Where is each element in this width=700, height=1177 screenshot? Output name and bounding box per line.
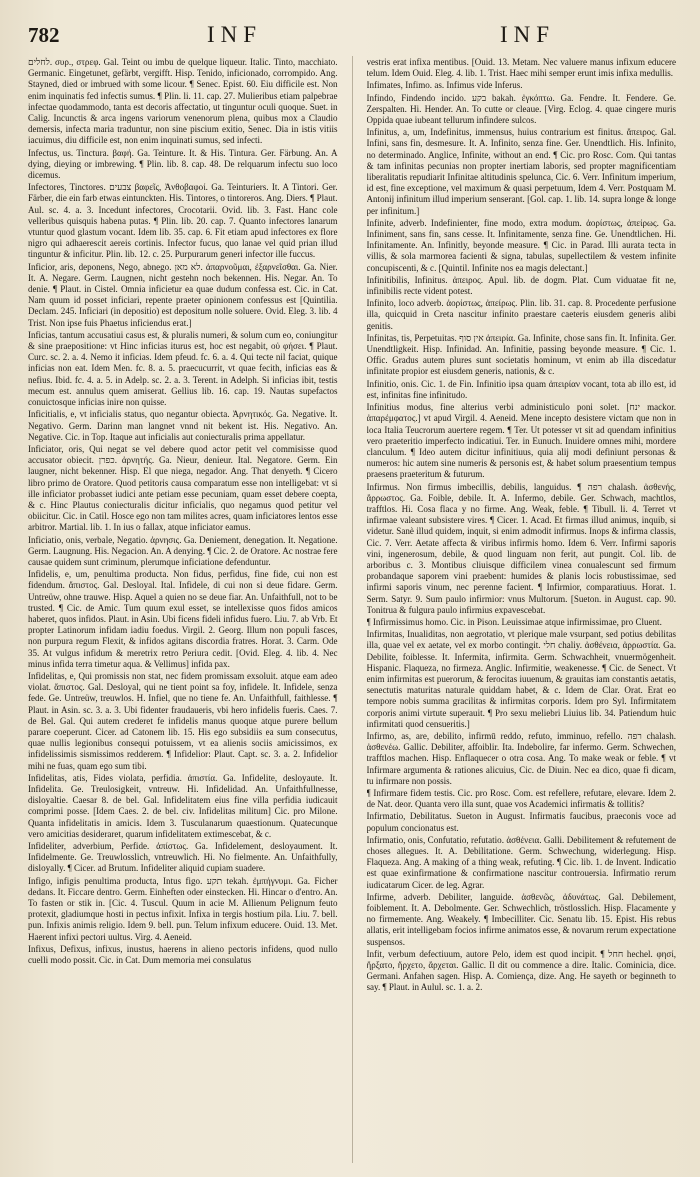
dictionary-entry: Inficior, aris, deponens, Nego, abnego. לא מאן. ἀπαρνοῦμαι, ἐξαρνεῖσθαι. Ga. Nier. It. A. Negare. Germ. Laugnen, nicht gestehn noch bekennen. His. Negar. An. To denie. ¶ Plaut. in Cistel. Omnia inficietur ea quae dudum confessa est. Cic. in Cat. Nam quum id posset inficiari, repente praeter opinionem confessus est [Quintilia. Declam. 245. Inficiari (in depositio) est depositum nolle soluere. Ovid. Eleg. 3. lib. 4 Trist. Non ipse fuis Phaetus inficiendus erat.]: [28, 261, 338, 328]
dictionary-entry: Infit, verbum defectiuum, autore Pelo, idem est quod incipit. ¶ חחל hechel. φησί, ἤρξατο, ἤρχετο, ἄρχεται. Gallic. Il dit ou commence a dire. Italic. Cominicia, dice. Germani. Anfahen sagen. Hisp. A. Comiença, dize. Ang. He sayeth or beginneth to say. ¶ Plaut. in Aulul. sc. 1. a. 2.: [366, 948, 676, 993]
dictionary-entry: Infirmo, as, are, debilito, infirmū reddo, refuto, imminuo, refello. רפה chalash. ἀσθενέω. Gallic. Debiliter, affoiblir. Ita. Indebolire, far infermo. Germ. Schwechen, trafftlos machen. Hisp. Enflaquecer o otra cosa. Ang. To make weak or feble. ¶ vt Infirmare argumenta & rationes alicuius, Cic. de Diuin. Nec ea dico, quae fi dicam, tu infirmare non possis.: [366, 730, 676, 786]
dictionary-entry: Infindo, Findendo incido. בקע bakah. ἐγκόπτω. Ga. Fendre. It. Fendere. Ge. Zerspalten. Hi. Hender. An. To cutte or cleaue. [Virg. Eclog. 4. quae cingere muris Oppida quae iubeant tellurum infindere sulcos.: [366, 92, 676, 126]
dictionary-entry: Infectus, us. Tinctura. βαφή. Ga. Teinture. It. & His. Tintura. Ger. Färbung. An. A dying, dieying or imbrewing. ¶ Plin. lib. 8. cap. 48. De relquarum infectu suo loco dicemus.: [28, 147, 338, 181]
dictionary-entry: vestris erat infixa mentibus. [Ouid. 13. Metam. Nec valuere manus infixum educere telum. Idem Ouid. Eleg. 4. lib. 1. Trist. Haec mihi semper erunt imis infixa medullis.: [366, 57, 676, 79]
dictionary-entry: Infinitibilis, Infinitus. ἀπειρος. Apul. lib. de dogm. Plat. Cum viduatae fit ne, infinibilis recte vident potest.: [366, 274, 676, 297]
dictionary-entry: Infixus, Defixus, infixus, inustus, haerens in alieno pectoris infidens, quod nullo cuelli modo possit. Cic. in Cat. Dum memoria mei consulatus: [28, 943, 338, 966]
dictionary-entry: Infirmatio, onis, Confutatio, refutatio. ἀσθένεια. Galli. Debilitement & refutement de choses allegues. It. A. Debilitatione. Germ. Schwechung, widerlegung. Hisp. Flaqueza. Ang. A making of a thing weak, refuting. ¶ Cic. lib. 1. de Invent. Indicatio est quae exinfirmatione & confirmatione nascitur controuersia. Infirmatio rerum iudicatarum Cicer. de leg. Agrar.: [366, 834, 676, 890]
dictionary-entry: Inficiator, oris, Qui negat se vel debere quod actor petit vel commisisse quod accusator obiecit. כפרן. ἀρνητής. Ga. Nieur, denieur. Ital. Negatore. Germ. Ein laugner, nicht bekenner. Hisp. El que niega, negador. Ang. That denyeth. ¶ Cicero libro primo de Oratore. Quod petitoris causa comparatum esse non intelligebat: vt si ille inficiator probasset iudici ante petiam esse pecuniam, quam esset debere coepta, & c. Hinc Plautus coniecturalis dicitur inficialis, quo negamus quod petitur vel obiicitur. Cic. in Catil. Hosce ego non tam milites acres, quam inficiatores lentos esse arbitror. Martial. lib. 1. In ius o fallax, atque inficiator eamus.: [28, 443, 338, 533]
dictionary-entry: Infinitas, tis, Perpetuitas. אין סוף ἀπειρία. Ga. Infinite, chose sans fin. It. Infinita. Ger. Unendtligkeit. Hisp. Infinidad. An. Infinitie, passing beyonde measure. ¶ Cic. 1. Offic. Gradus autem plures sunt societatis hominum, vt enim ab illa discedatur infinitate propior est eiusdem generis, nationis, & c.: [366, 332, 676, 377]
dictionary-entry: Infidelitas, atis, Fides violata, perfidia. ἀπιστία. Ga. Infidelite, desloyaute. It. Infidelita. Ge. Treulosigkeit, vntreuw. Hi. Infidelidad. An. Unfaithfullnesse, disloyaltie. Caesar 8. de bel. Gal. Infidelitatem eius fine villa perfidia iudicauit comprimi posse. [Idem Caes. 2. de bel. civ. Infidelitas militum] Cic. pro Milone. Quanta infidelitatis in amicis. Idem 3. Tusculanarum quaestionum. Quatecunque vero amicitias desideraret, quarum infidelitatem extimescebat, & c.: [28, 772, 338, 839]
dictionary-entry: Infideliter, adverbium, Perfide. ἀπίστως. Ga. Infidelement, desloyaument. It. Infidelmente. Ge. Treuwlosslich, vntreuwlich. Hi. No fielmente. An. Unfaithfully, disloyally. ¶ Cicer. ad Brutum. Infideliter aliquid cupiam suadere.: [28, 841, 338, 874]
dictionary-entry: Inficitialis, e, vt inficialis status, quo negantur obiecta. Ἀρνητικός. Ga. Negative. It. Negativo. Germ. Darinn man langnet vnnd nit bekent ist. His. Negativo. An. Negative. Cic. in Top. Itaque aut inficialis aut coniecturalis prima appellatur.: [28, 409, 338, 442]
dictionary-entry: Infinito, loco adverb. ἀορίστως, ἀπείρως. Plin. lib. 31. cap. 8. Procedente perfusione illa, quicquid in Creta nascitur infinito praestare caeteris eiusdem generis alibi genitis.: [366, 298, 676, 331]
dictionary-entry: Infectores, Tinctores. צבעים βαφεῖς, Ἀνθοβαφοί. Ga. Teinturiers. It. A Tintori. Ger. Färber, die ein farb etwas eintunckten. His. Tintores, o tintoreros. Ang. Diers. ¶ Plaut. Aul. sc. 4. a. 3. Incedunt infectores, Crocotarii. Ovid. lib. 3. Fast. Hanc cole velleribus quisquis habena putas. ¶ Plin. lib. 20. cap. 7. Quanto infectores lanarum vtuntur quod glastum vocant. Idem lib. 35. cap. 6. Fit etiam apud infectores ex flore nigro qui adhaerescit aereis cortinis. Infector fucus, quo lanae vel quid prian illud tinguntur & inficitur. Plin. lib. 12. c. 25. Purpurarum generi infector ille fuccus.: [28, 182, 338, 260]
dictionary-entry: Infinitus, a, um, Indefinitus, immensus, huius contrarium est finitus. ἄπειρος. Gal. Infini, sans fin, desmesure. It. A. Infinito, senza fine. Ger. Unendtlich. His. Infinito, no determinado. Anglice, Infinite, without an end. ¶ Cic. pro Rosc. Com. Qui tantas & tam infinitas pecunias non propter inertiam laboris, sed propter magnificentiam liberalitatis repudiarit Infinitae altitudinis spelunca, Cic. 6. Verr. Infinitum imperium, id est, fine exceptione, vel maximum & quasi perpetuum, Idem 4. Verr. Postquam M. Antonij infinitum illud imperium senserant. [Gol. cap. 1. lib. 14. supra longe & longe per infinitum.]: [366, 127, 676, 216]
right-column: [367, 56, 677, 1163]
dictionary-entry: ¶ Infirmare fidem testis. Cic. pro Rosc. Com. est refellere, refutare, elevare. Idem 2. de Nat. deor. Quanta vero illa sunt, quae vos Academici infirmatis & tollitis?: [366, 788, 676, 810]
running-head-left: INF: [206, 22, 263, 47]
text-columns: [28, 56, 676, 1163]
dictionary-entry: Infigo, infigis penultima producta, Intus figo. תקע tekah. ἐμπήγνυμι. Ga. Ficher dedans. It. Ficcare dentro. Germ. Einheften oder einstecken. Hi. Hincar o d'entro. An. To fasten or stik in. [Cic. 4. Tuscul. Quum in acie M. Allienum Pelignum feuto protexit, gladiumque hosti in pectus infixit. Infixa in tergis hostium pila. Liu. 7. bell. pun. Infixis animis religio. Idem 9. bell. pun. Telum infixum educere. Ouid. 13. Met. Haerent infixi pectori uultus. Virg. 4. Aeneid.: [28, 875, 338, 942]
dictionary-entry: Inficiatio, onis, verbale, Negatio. ἀρνησις. Ga. Deniement, denegation. It. Negatione. Germ. Laugnung. His. Negacion. An. A denying. ¶ Cic. 2. de Oratore. Ac nostrae fere causae quidem sunt criminum, plerumque inficiatione defenduntur.: [28, 534, 338, 567]
dictionary-entry: לחלים. συρ., στρεφ. Gal. Teint ou imbu de quelque liqueur. Italic. Tinto, macchiato. Germanic. Eingetunet, gefärbt, vergifft. Hisp. Tenido, inficionado, corrompido. Ang. Stayned, died or imbrued with some licour. ¶ Senec. Epist. 60. Eiu difficile est. Non enim inquinatis fed infectis sumus. ¶ Plin. li. 11. cap. 27. Mulieribus etiam palpebrae infectae quodammodo, tanta est decoris affectatio, ut tinguntur oculi quoque. Suet. in Calig. Incunctis & arca ingens variorum venenorum plena, quibus mox a Claudio demersis, infecta maria traduntur, non sine piscium exitio, Senec. Dia in istis vitiis iacuimus, diu difficile est, non enim inquinati sumus, sed infecti.: [28, 57, 338, 146]
dictionary-entry: Infirmatio, Debilitatus. Sueton in August. Infirmatis faucibus, praeconis voce ad populum concionatus est.: [366, 811, 676, 833]
dictionary-entry: ¶ Infirmissimus homo. Cic. in Pison. Leuissimae atque infirmissimae, pro Cluent.: [366, 616, 662, 627]
dictionary-entry: Infidelis, e, um, penultima producta. Non fidus, perfidus, fine fide, cui non est fidendum. ἄπιστος. Gal. Desloyal. Ital. Infidele, di cui non si deue fidare. Germ. Untreüw, ohne trauwe. Hisp. Aquel a quien no se deue fiar. An. Unfaithfull, not to be trusted. ¶ Cic. de Amic. Tum quum exul esset, se intellexisse quos fidos amicos haberet, quos infidos. Plaut. in Asin. Ubi ficens fideli infidus fuero. Liu. 7. ab Vrb. Et propter Latinorum infidam iadiu foedus. Virgil. 2. Georg. Illum non populi fasces, non purpura regum Flexit, & infidos agitans discordia fratres. Horat. 3. Carm. Ode 35. At vulgus infidum & meretrix retro Periura cedit. [Ovid. Eleg. 4. lib. 4. Nec minus infida terra timetur aqua. & Vellimus] infida pax.: [28, 569, 338, 669]
column-divider: [352, 56, 353, 1163]
dictionary-entry: Infidelitas, e, Qui promissis non stat, nec fidem promissam exsoluit. atque eam adeo violat. ἄπιστος. Gal. Desloyal, qui ne tient point sa foy, infidele. It. Infidele, senza fede. Ge. Untreüw, treuwlos. H. Infiel, que no tiene fe. An. Unfaithfull, faithlesse. ¶ Plaut. in Asin. sc. 3. a. 3. Ubi fidenter fraudaueris, vbi hero infidelis fueris. Caes. 7. de Bel. Gal. Qui autem crederet fe infidelis manus quoque atque purere bellum parare coeperunt. Cicer. ad Catonem lib. 15. His ego subsidiis ea sum consecutus, quae nullis legionibus consequi potuissem, vt ea alienis sociis amicissimos, ex infidelissimis sismissimos redderem. ¶ Infidelior: Plaut. Capt. sc. 3. a. 2. Infidelior mihi ne fuas, quam ego sum tibi.: [28, 670, 338, 771]
running-head-right: INF: [499, 22, 556, 47]
left-column: [28, 56, 338, 1163]
dictionary-entry: Inficias, tantum accusatiui casus est, & pluralis numeri, & solum cum eo, coniungitur & sine praepositione: vt Hinc inficias iturus est, hoc est negabit, οὐ φήσει. ¶ Plaut. Curc. sc. 2. a. 4. Nemo it inficias. Idem pfeud. fc. 6. a. 4. Qui tecte nil faciat, quique inficias non eat. Idem Men. fc. 8. a. 5. praecucurrit, vt quae fecith, inficias eas & nefius. Ibid. fc. 4. a. 5. in Adelp. sc. 2. a. 3. Terent. in Adelph. Si inficias ibit, testis mecum est. annulus quem amiserat. Gellius lib. 16. cap. 19. Nautas supefactos conuictosque inficias inire non quisse.: [28, 329, 338, 408]
page-header: [28, 22, 674, 50]
page-number: 782: [28, 23, 60, 47]
dictionary-entry: Infirmus. Non firmus imbecillis, debilis, languidus. ¶ רפה chalash. ἀσθενής, ἄρρωστος. Ga. Foible, debile. It. A. Infermo, debile. Ger. Schwach, machtlos, trafftlos. Hi. Cosa flaca y no firme. Ang. Weak, feble. ¶ Tibull. li. 4. Terret vt infirmae valeant subsistere vires. ¶ Cicer. 1. Acad. Et firmas illud animus, inquib, si videtur. Sanè illud quidem, inquit, si enim admodit infirmus. Inops & infirma classis, Cic. 7. Verr. Aetate affecta & viribus infirmis homo. Idem 6. Verr. Infirmi saporis vini, ingenerosum, debile, & quod linguam non ferit, aut pungit. Col. lib. de arboribus c. 3. Montibus cliuisque difficilem vinea conualescunt sed firmum probandaque saporem vini praebent: humides & planis locis robustissimae, sed infirmi saporis vinum, nec perenne facient. ¶ Infirmior, comparatiuus. Horat. 1. Serm. Satyr. 9. Sum paulo infirmior: vnus Multorum. [Sueton. in August. cap. 90. Tonitrua & fulgura paulo infirmius expavescebat.: [366, 481, 676, 615]
dictionary-entry: Infirmitas, Inualiditas, non aegrotatio, vt plerique male vsurpant, sed potius debilitas illa, quae vel ex aetate, vel ex morbo contingit. חלי chaliy. ἀσθένεια, ἀρρωστία. Ga. Debilite, foiblesse. It. Infermita, infirmita. Germ. Schwachheit, vnuermögenheit. Hispanic. Flaqueza, no firmeza. Anglic. Infirmitie, weakenesse. ¶ Cic. de Senect. Vt enim infirmitas est puerorum, & ferocitas iuuenum, & grauitas iam constantis aetatis, senectutis maturitas naturale quiddam habet, & c. Idem de Clar. Orat. Erat eo tempore nobis summa gracilitas & infirmitas corporis. Idem pro Syl. Infirmitatem corporis animi virtute superauit. ¶ Pro sexu meliebri Liuius lib. 34. Patiendum huic infirmitati quod censueritis.]: [366, 629, 676, 729]
dictionary-entry: Infinite, adverb. Indefinienter, fine modo, extra modum. ἀορίστως, ἀπείρως. Ga. Infiniment, sans fin, sans cesse. It. Infinitamente, senza fine. Ge. Unendtlichen. Hi. Infinitamente. An. Infinitly, beyonde measure. ¶ Cic. in Parad. Illi aurata tecta in villis, & sola marmorea facienti & signa, tabulas, supellectilem & vestem infinite concupiscenti, & c. [Quintil. Infinite nos ea magis delectant.]: [366, 217, 676, 273]
dictionary-entry: Infirme, adverb. Debiliter, languide. ἀσθενῶς, ἀδυνάτως. Gal. Debilement, foiblement. It. A. Debolmente. Ger. Schwechlich, tröstlosslich. Hisp. Flacamente y no firmemente. Ang. Weakely. ¶ Imbecilliter. Cic. Senatu lib. 15. Epist. His rebus allatis, erit intelligebam focios infirme animatos esse, & novarum rerum expectatione suspensos.: [366, 891, 676, 947]
dictionary-entry: Infimates, Infimo. as. Infimus vide Inferus.: [366, 80, 523, 91]
dictionary-entry: Infinitius modus, fine alterius verbi administiculo poni solet. [ינח mackor. ἀπαρέμφατος.] vt apud Virgil. 4. Aeneid. Mene incepto desistere victam que non in loca Italia Teucrorum auertere regem. ¶ Ter. Ut potesser vt sit ad quendam infinitius vero praeteritio imperfecto indicatiui. Ter. in Eunuch. Inuidere omnes mihi, mordere clanculum. ¶ Ideo autem dicitur infinitiuus, quia alij modi definiunt personas & numeros: hic autem sine numeris & personis est, & habet solum praesentium tempus praesens praeteritum & futurum.: [366, 402, 676, 480]
dictionary-entry: Infinitio, onis. Cic. 1. de Fin. Infinitio ipsa quam ἀπειρίαν vocant, tota ab illo est, id est, infinitas fine infinitudo.: [366, 378, 676, 400]
